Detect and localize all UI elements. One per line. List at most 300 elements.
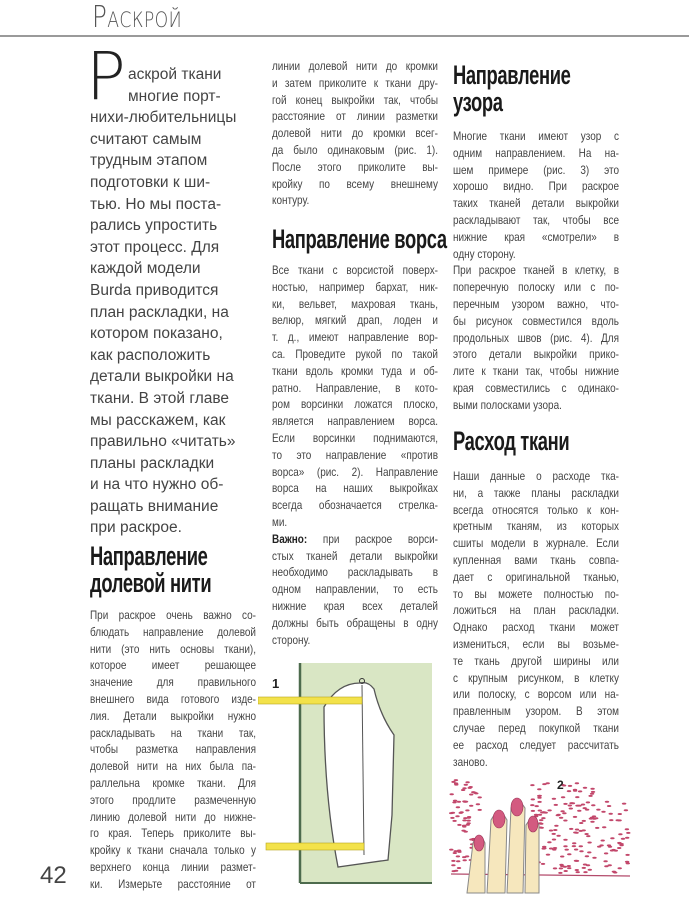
text-line: раскладывают так, чтобы все bbox=[453, 212, 619, 227]
fiber-mark bbox=[604, 852, 608, 854]
fiber-mark bbox=[549, 830, 553, 832]
fiber-mark bbox=[456, 860, 460, 862]
fiber-mark bbox=[553, 829, 557, 831]
fiber-mark bbox=[467, 816, 471, 818]
text-line: велюр, мягкий драп, лоден и bbox=[272, 313, 438, 328]
fiber-mark bbox=[463, 817, 467, 819]
fiber-mark bbox=[626, 862, 630, 864]
fiber-mark bbox=[601, 811, 605, 813]
fiber-mark bbox=[609, 813, 613, 815]
text-line: котором показано, bbox=[90, 325, 223, 343]
text-line: купленная вами ткань совпа- bbox=[453, 552, 619, 567]
fiber-mark bbox=[583, 787, 587, 789]
fiber-mark bbox=[590, 821, 594, 823]
text-line: кройку по всему внешнему bbox=[272, 176, 438, 191]
text-line: всегда относятся только к кон- bbox=[453, 502, 619, 517]
fiber-mark bbox=[468, 787, 472, 789]
fiber-mark bbox=[626, 832, 630, 834]
fiber-mark bbox=[607, 844, 611, 846]
fiber-mark bbox=[618, 813, 622, 815]
text-line: контуру. bbox=[272, 193, 310, 208]
fiber-mark bbox=[582, 867, 586, 869]
text-line: да было одинаковым (рис. 1). bbox=[272, 142, 438, 157]
text-line: Наши данные о расходе тка- bbox=[453, 469, 619, 483]
fiber-mark bbox=[572, 845, 576, 847]
text-line: ратно. Направление, в кото- bbox=[272, 380, 438, 395]
fiber-mark bbox=[605, 801, 609, 803]
text-line: долевой нити до кромки всег- bbox=[272, 126, 438, 141]
fiber-mark bbox=[569, 808, 573, 810]
fiber-mark bbox=[618, 833, 622, 835]
text-line: нижние края «смотрели» в bbox=[453, 229, 619, 244]
text-line: аскрой ткани bbox=[128, 66, 222, 83]
fiber-mark bbox=[584, 833, 588, 835]
fiber-mark bbox=[586, 835, 590, 837]
fiber-mark bbox=[535, 805, 539, 807]
text-line: всегда обозначается стрелка- bbox=[272, 498, 438, 513]
fiber-mark bbox=[541, 817, 545, 819]
fiber-mark bbox=[462, 787, 466, 789]
fiber-mark bbox=[565, 849, 569, 851]
fiber-mark bbox=[560, 810, 564, 812]
text-line: мы расскажем, как bbox=[90, 411, 226, 429]
text-line: гой конец выкройки так, чтобы bbox=[272, 92, 438, 107]
fiber-mark bbox=[579, 822, 583, 824]
fiber-mark bbox=[618, 867, 622, 869]
text-line: ностью, например бархат, ник- bbox=[272, 279, 438, 294]
fiber-mark bbox=[563, 820, 567, 822]
fiber-mark bbox=[465, 809, 469, 811]
fiber-mark bbox=[539, 819, 543, 821]
fiber-mark bbox=[590, 788, 594, 790]
fiber-mark bbox=[452, 801, 456, 803]
fiber-mark bbox=[590, 793, 594, 795]
pattern-text bbox=[453, 128, 619, 414]
text-line: ложиться на план раскладки. bbox=[453, 603, 619, 618]
fiber-mark bbox=[456, 855, 460, 857]
fiber-mark bbox=[461, 830, 465, 832]
text-line: рались упростить bbox=[90, 217, 218, 235]
fiber-mark bbox=[591, 804, 595, 806]
text-line: случае перед покупкой ткани bbox=[453, 720, 619, 735]
text-line: этого детали выкройки прико- bbox=[453, 347, 619, 362]
text-span: при раскрое ворси- bbox=[307, 531, 438, 546]
fiber-mark bbox=[568, 785, 572, 787]
fiber-mark bbox=[538, 814, 542, 816]
fiber-mark bbox=[567, 865, 571, 867]
text-line: кретным тканям, из которых bbox=[453, 519, 619, 534]
fiber-mark bbox=[547, 841, 551, 843]
text-line: то это направление «против bbox=[272, 447, 438, 462]
heading-line: узора bbox=[453, 87, 503, 117]
fiber-mark bbox=[554, 825, 558, 827]
fiber-mark bbox=[592, 815, 596, 817]
text-line: Все ткани с ворсистой поверх- bbox=[272, 263, 438, 277]
text-line: т. д., имеют направление вор- bbox=[272, 330, 438, 345]
fiber-mark bbox=[559, 867, 563, 869]
fiber-mark bbox=[592, 857, 596, 859]
fiber-mark bbox=[453, 852, 457, 854]
fiber-mark bbox=[563, 803, 567, 805]
fiber-mark bbox=[457, 867, 461, 869]
text-line: При раскрое тканей в клетку, в bbox=[453, 263, 619, 278]
figure-2-label: 2 bbox=[557, 778, 564, 792]
fiber-mark bbox=[537, 795, 541, 797]
fiber-mark bbox=[617, 842, 621, 844]
fiber-mark bbox=[466, 822, 470, 824]
fiber-mark bbox=[462, 825, 466, 827]
text-line: хорошо видно. При раскрое bbox=[453, 179, 619, 194]
text-line: блюдать направление долевой bbox=[90, 624, 256, 639]
text-line: выми полосками узора. bbox=[453, 397, 562, 412]
text-line: Burda приводится bbox=[90, 281, 219, 299]
fiber-mark bbox=[586, 864, 590, 866]
figure-1-grainline bbox=[258, 655, 438, 890]
fiber-mark bbox=[596, 809, 600, 811]
text-line: является направлением ворса. bbox=[272, 414, 438, 429]
fiber-mark bbox=[541, 863, 545, 865]
text-line: значение для правильного bbox=[90, 675, 256, 690]
fiber-mark bbox=[614, 850, 618, 852]
fiber-mark bbox=[451, 864, 455, 866]
text-line: края совместились с одинако- bbox=[453, 380, 619, 395]
heading-grain bbox=[90, 543, 211, 597]
text-line: дает с оригинальной тканью, bbox=[453, 569, 619, 584]
text-line: са. Проведите рукой по такой bbox=[272, 346, 438, 361]
text-line: продольных швов (рис. 4). Для bbox=[453, 330, 619, 345]
header-rule bbox=[0, 35, 689, 37]
heading-line: Направление bbox=[90, 541, 208, 571]
fiber-mark bbox=[586, 801, 590, 803]
fiber-mark bbox=[553, 847, 557, 849]
fiber-mark bbox=[603, 860, 607, 862]
fiber-mark bbox=[571, 802, 575, 804]
heading-pattern bbox=[453, 62, 571, 116]
text-line: Однако расход ткани может bbox=[453, 620, 619, 635]
fiber-mark bbox=[455, 815, 459, 817]
fiber-mark bbox=[537, 788, 541, 790]
fiber-mark bbox=[579, 830, 583, 832]
fiber-mark bbox=[450, 817, 454, 819]
text-line: раллельна кромке ткани. Для bbox=[90, 775, 256, 790]
text-line: го края. Теперь приколите вы- bbox=[90, 826, 256, 841]
fiber-mark bbox=[612, 871, 616, 873]
text-line: ми. bbox=[272, 514, 288, 529]
fiber-mark bbox=[622, 803, 626, 805]
text-line: этот процесс. Для bbox=[90, 238, 220, 256]
text-line: и на что нужно об- bbox=[90, 476, 224, 494]
text-line: считают самым bbox=[90, 130, 202, 148]
text-line: нижние края всех деталей bbox=[272, 598, 438, 613]
heading-nap: Направление ворса bbox=[272, 224, 447, 254]
fiber-mark bbox=[607, 805, 611, 807]
text-line: перечным узором важно, что- bbox=[453, 296, 619, 311]
fiber-mark bbox=[469, 805, 473, 807]
heading-consumption: Расход ткани bbox=[453, 426, 570, 456]
text-line: или полоску, с ворсом или на- bbox=[453, 687, 619, 702]
text-line: После этого приколите вы- bbox=[272, 159, 438, 174]
text-line: ворса» (рис. 2). Направление bbox=[272, 464, 438, 479]
fiber-mark bbox=[564, 870, 568, 872]
fiber-mark bbox=[478, 809, 482, 811]
text-line: и затем приколите к ткани дру- bbox=[272, 75, 438, 90]
fiber-mark bbox=[457, 850, 461, 852]
figure-1-label: 1 bbox=[272, 676, 280, 691]
fiber-mark bbox=[575, 796, 579, 798]
fiber-mark bbox=[451, 860, 455, 862]
text-line: план раскладки, на bbox=[90, 303, 229, 321]
fiber-mark bbox=[576, 871, 580, 873]
fiber-mark bbox=[542, 783, 546, 785]
text-line: те ткань другой ширины или bbox=[453, 653, 619, 668]
fiber-mark bbox=[453, 800, 457, 802]
text-line: этого продлите размеченную bbox=[90, 792, 256, 807]
text-line: необходимо раскладывать в bbox=[272, 565, 438, 580]
text-line: измениться, если вы возьме- bbox=[453, 636, 619, 651]
fiber-mark bbox=[573, 832, 577, 834]
fiber-mark bbox=[563, 839, 567, 841]
text-line: трудным этапом bbox=[90, 152, 208, 170]
nap-text bbox=[272, 262, 438, 648]
fiber-mark bbox=[625, 837, 629, 839]
fiber-mark bbox=[563, 845, 567, 847]
fiber-mark bbox=[625, 861, 629, 863]
text-line: поперечную полоску или с по- bbox=[453, 280, 619, 295]
fiber-mark bbox=[625, 854, 629, 856]
fiber-mark bbox=[582, 820, 586, 822]
fiber-mark bbox=[575, 805, 579, 807]
fiber-mark bbox=[452, 870, 456, 872]
text-line bbox=[272, 531, 438, 548]
fiber-mark bbox=[602, 826, 606, 828]
fiber-mark bbox=[546, 854, 550, 856]
text-line: нити (это нить основы ткани), bbox=[90, 641, 256, 656]
fiber-mark bbox=[469, 794, 473, 796]
text-line: лия. Детали выкройки нужно bbox=[90, 708, 256, 723]
text-line: сторону. bbox=[272, 632, 311, 647]
fiber-mark bbox=[587, 842, 591, 844]
fiber-mark bbox=[459, 812, 463, 814]
fiber-mark bbox=[573, 790, 577, 792]
fiber-mark bbox=[587, 851, 591, 853]
fiber-mark bbox=[465, 855, 469, 857]
page-number: 42 bbox=[40, 862, 67, 889]
text-line: сшиты модели в журнале. Если bbox=[453, 536, 619, 551]
fiber-mark bbox=[464, 784, 468, 786]
fiber-mark bbox=[591, 791, 595, 793]
text-line: с крупным рисунком, в клетку bbox=[453, 670, 619, 685]
text-line: детали выкройки на bbox=[90, 368, 234, 386]
fiber-mark bbox=[466, 820, 470, 822]
fiber-mark bbox=[572, 842, 576, 844]
fiber-mark bbox=[561, 796, 565, 798]
fiber-mark bbox=[560, 856, 564, 858]
text-line: одну сторону. bbox=[453, 246, 516, 261]
running-title: Раскрой bbox=[92, 0, 183, 35]
text-line: правильно «читать» bbox=[90, 433, 236, 451]
fiber-mark bbox=[568, 805, 572, 807]
measuring-tape-top bbox=[258, 697, 362, 704]
fiber-mark bbox=[554, 804, 558, 806]
text-line: ром ворсинки ложатся плоско, bbox=[272, 397, 438, 412]
text-line: ращать внимание bbox=[90, 497, 219, 515]
text-line: ни, а также планы раскладки bbox=[453, 485, 619, 500]
fiber-mark bbox=[624, 809, 628, 811]
text-line: долевой нити на них была па- bbox=[90, 759, 256, 774]
fiber-mark bbox=[567, 790, 571, 792]
text-line: которое имеет решающее bbox=[90, 658, 256, 673]
fiber-mark bbox=[538, 810, 542, 812]
fiber-mark bbox=[537, 801, 541, 803]
fiber-mark bbox=[585, 809, 589, 811]
text-line: нихи-любительницы bbox=[90, 109, 237, 127]
fiber-mark bbox=[462, 819, 466, 821]
fiber-mark bbox=[583, 871, 587, 873]
text-line: заново. bbox=[453, 754, 488, 769]
fiber-mark bbox=[452, 820, 456, 822]
fiber-mark bbox=[451, 781, 455, 783]
text-line: чтобы разметка направления bbox=[90, 742, 256, 757]
fiber-mark bbox=[579, 845, 583, 847]
fiber-mark bbox=[610, 850, 614, 852]
important-label: Важно: bbox=[272, 531, 308, 546]
fiber-mark bbox=[588, 795, 592, 797]
fiber-mark bbox=[560, 865, 564, 867]
text-line: При раскрое очень важно со- bbox=[90, 608, 256, 622]
text-line: Если ворсинки поднимаются, bbox=[272, 430, 438, 445]
fiber-mark bbox=[549, 848, 553, 850]
fiber-mark bbox=[567, 853, 571, 855]
fiber-mark bbox=[575, 860, 579, 862]
fiber-mark bbox=[547, 809, 551, 811]
text-line: ки. Измерьте расстояние от bbox=[90, 876, 256, 891]
text-line: многие порт- bbox=[128, 87, 221, 105]
fiber-mark bbox=[604, 865, 608, 867]
text-line: как расположить bbox=[90, 346, 211, 364]
text-line: шем примере (рис. 3) это bbox=[453, 162, 619, 177]
heading-line: Направление bbox=[453, 60, 571, 90]
fiber-mark bbox=[575, 782, 579, 784]
fiber-mark bbox=[601, 840, 605, 842]
heading-line: долевой нити bbox=[90, 568, 212, 598]
text-line: таких тканей детали выкройки bbox=[453, 196, 619, 211]
text-line: правленным узором. В этом bbox=[453, 704, 619, 719]
text-line: то вы можете полностью по- bbox=[453, 586, 619, 601]
fiber-mark bbox=[463, 859, 467, 861]
fiber-mark bbox=[619, 844, 623, 846]
fiber-mark bbox=[617, 847, 621, 849]
fiber-mark bbox=[454, 779, 458, 781]
text-line: бы рисунок совместился вдоль bbox=[453, 313, 619, 328]
fiber-mark bbox=[573, 816, 577, 818]
fiber-mark bbox=[457, 824, 461, 826]
fiber-mark bbox=[530, 804, 534, 806]
fiber-mark bbox=[476, 803, 480, 805]
text-line: при раскрое. bbox=[90, 519, 182, 537]
fiber-mark bbox=[609, 819, 613, 821]
fiber-mark bbox=[473, 792, 477, 794]
fiber-mark bbox=[553, 867, 557, 869]
fiber-mark bbox=[581, 804, 585, 806]
text-line: каждой модели bbox=[90, 260, 201, 278]
fiber-mark bbox=[552, 839, 556, 841]
fiber-mark bbox=[542, 811, 546, 813]
text-line: линию долевой нити до нижне- bbox=[90, 809, 256, 824]
fiber-mark bbox=[552, 798, 556, 800]
fiber-mark bbox=[575, 829, 579, 831]
fiber-mark bbox=[530, 784, 534, 786]
fiber-mark bbox=[577, 810, 581, 812]
fiber-mark bbox=[599, 844, 603, 846]
fiber-mark bbox=[575, 869, 579, 871]
fiber-mark bbox=[465, 781, 469, 783]
fiber-mark bbox=[621, 838, 625, 840]
grain-text-col1 bbox=[90, 607, 256, 893]
fiber-mark bbox=[556, 835, 560, 837]
text-line: планы раскладки bbox=[90, 454, 215, 472]
fiber-mark bbox=[585, 855, 589, 857]
text-line: ее расход следует рассчитать bbox=[453, 737, 619, 752]
fiber-mark bbox=[451, 812, 455, 814]
fiber-mark bbox=[574, 849, 578, 851]
text-line: ткани. В этой главе bbox=[90, 389, 230, 407]
text-line: стых тканей детали выкройки bbox=[272, 548, 438, 563]
text-line: одним направлением. На на- bbox=[453, 145, 619, 160]
fiber-mark bbox=[552, 833, 556, 835]
fiber-mark bbox=[578, 790, 582, 792]
fiber-mark bbox=[588, 869, 592, 871]
text-line: одном направлении, то есть bbox=[272, 582, 438, 597]
fiber-mark bbox=[579, 850, 583, 852]
fiber-mark bbox=[625, 828, 629, 830]
fiber-mark bbox=[567, 867, 571, 869]
fiber-mark bbox=[556, 814, 560, 816]
text-line: ки, вельвет, махровая ткань, bbox=[272, 296, 438, 311]
text-line: верхнего конца линии размет- bbox=[90, 859, 256, 874]
fiber-mark bbox=[592, 818, 596, 820]
fiber-mark bbox=[610, 837, 614, 839]
measuring-tape-bottom bbox=[266, 843, 364, 850]
fiber-mark bbox=[542, 846, 546, 848]
fiber-mark bbox=[534, 814, 538, 816]
text-line: подготовки к ши- bbox=[90, 173, 211, 191]
text-line: Многие ткани имеют узор с bbox=[453, 129, 619, 143]
text-line: внешнего вида готового изде- bbox=[90, 691, 256, 706]
fiber-mark bbox=[595, 827, 599, 829]
fiber-mark bbox=[537, 797, 541, 799]
drop-cap: Р bbox=[86, 38, 126, 115]
grain-text-col2 bbox=[272, 58, 438, 209]
figure-2-nap-direction bbox=[445, 775, 645, 895]
fiber-mark bbox=[569, 828, 573, 830]
text-line: ткани вдоль кромки туда и об- bbox=[272, 363, 438, 378]
consumption-text bbox=[453, 468, 619, 770]
fiber-mark bbox=[478, 796, 482, 798]
fiber-mark bbox=[450, 793, 454, 795]
text-line: лите к ткани так, чтобы нижние bbox=[453, 364, 619, 379]
text-line: кройку к ткани сначала только у bbox=[90, 843, 256, 858]
fiber-mark bbox=[461, 789, 465, 791]
fiber-mark bbox=[559, 817, 563, 819]
fiber-mark bbox=[457, 801, 461, 803]
fiber-mark bbox=[463, 801, 467, 803]
fiber-mark bbox=[531, 810, 535, 812]
fiber-mark bbox=[531, 798, 535, 800]
text-line: расстояние от линии разметки bbox=[272, 109, 438, 124]
text-line: линии долевой нити до кромки bbox=[272, 59, 438, 73]
intro-paragraph bbox=[90, 64, 260, 539]
fiber-mark bbox=[449, 849, 453, 851]
